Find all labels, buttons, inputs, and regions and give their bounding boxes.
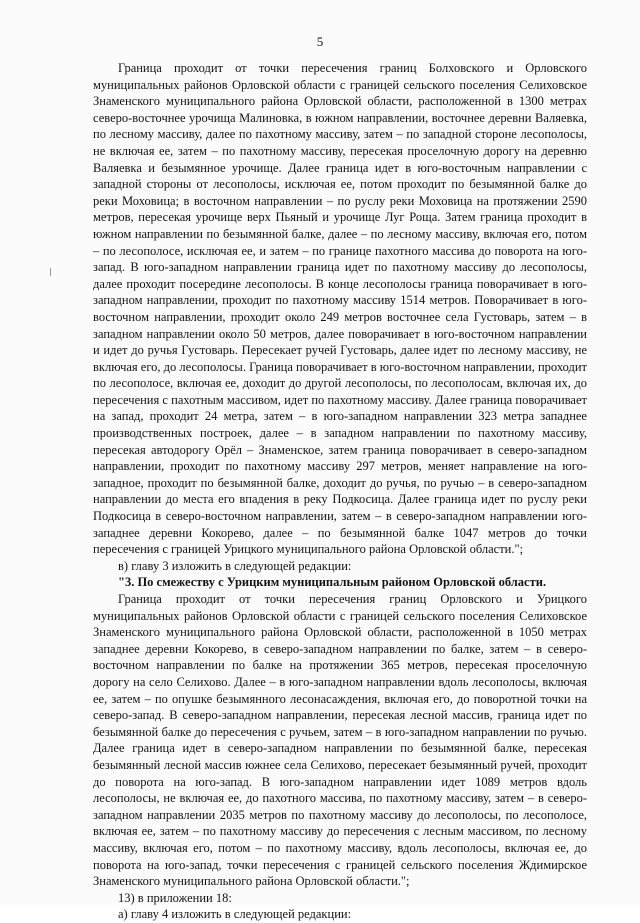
- paragraph-appendix-18: 13) в приложении 18:: [118, 890, 232, 905]
- margin-mark: [50, 268, 51, 276]
- section-heading-uritsky: "3. По смежеству с Урицким муниципальным районом Орловской области.: [118, 575, 547, 590]
- paragraph-boundary-uritsky: Граница проходит от точки пересечения границ Орловского и Урицкого муниципальных районов Орловской области с границей сельского поселения Селиховское Знаменского муниципального района Орловской области, расположенной в 1050 метрах западнее деревни Кокорево, в северо-западном направлении по балке, затем – в северо-восточном направлении по балке на протяжении 365 метров, пересекая проселочную дорогу на село Селихово. Далее – в юго-западном направлении вдоль лесополосы, включая ее, затем – по опушке безымянного лесонасаждения, включая его, до поворотной точки на северо-запад. В северо-западном направлении, пересекая лесной массив, граница идет по безымянной балке до пересечения с ручьем, затем – в юго-западном направлении по ручью. Далее граница идет в северо-западном направлении по безымянной балке, пересекая безымянный лесной массив южнее села Селихово, пересекает безымянный ручей, проходит до поворота на юго-запад. В юго-западном направлении идет 1089 метров вдоль лесополосы, не включая ее, до пахотного массива, по пахотному массиву, затем – в северо-западном направлении 2035 метров по пахотному массиву до лесополосы, по лесополосе, включая ее, затем – по пахотному массиву до пересечения с лесным массивом, по лесному массиву, включая его, потом – по пахотному массиву, вдоль лесополосы, включая ее, до поворота на юго-запад, точки пересечения с границей сельского поселения Ждимирское Знаменского муниципального района Орловской области.";: [93, 592, 587, 889]
- paragraph-boundary-bolkhovsky: Граница проходит от точки пересечения границ Болховского и Орловского муниципальных районов Орловской области с границей сельского поселения Селиховское Знаменского муниципального района Орловской области, расположенной в 1300 метрах северо-восточнее урочища Малиновка, в южном направлении, восточнее деревни Валяевка, по лесному массиву, далее по пахотному массиву, затем – по западной стороне лесополосы, не включая ее, затем – по пахотному массиву, пересекая проселочную дорогу на деревню Валяевка и безымянное урочище. Далее граница идет в юго-восточным направлении с западной стороны от лесополосы, исключая ее, потом проходит по безымянной балке до реки Моховица; в восточном направлении – по руслу реки Моховица на протяжении 2590 метров, пересекая урочище верх Пьяный и урочище Луг Роща. Затем граница проходит в южном направлении по безымянной балке, далее – по лесному массиву, включая его, потом – по лесополосе, исключая ее, и затем – по границе пахотного массива до поворота на юго-запад. В юго-западном направлении граница идет по пахотному массиву до лесополосы, далее проходит посередине лесополосы. В конце лесополосы граница поворачивает в юго-западном направлении, проходит по пахотному массиву 1514 метров. Поворачивает в юго-восточном направлении, проходит около 249 метров восточнее села Густоварь, затем – в западном направлении около 50 метров, далее поворачивает в юго-восточном направлении и идет до ручья Густоварь. Пересекает ручей Густоварь, далее идет по лесному массиву, не включая его, до лесополосы. Граница поворачивает в юго-восточном направлении, проходит по лесополосе, включая ее, доходит до другой лесополосы, по лесополосам, включая их, до пересечения с пахотным массивом, идет по пахотному массиву. Далее граница поворачивает на запад, проходит 24 метра, затем – в юго-западном направлении 323 метра западнее производственных построек, далее – в западном направлении по пахотному массиву, пересекая автодорогу Орёл – Знаменское, затем граница поворачивает в северо-западном направлении, проходит по пахотному массиву 297 метров, меняет направление на юго-западное, проходит по безымянной балке, доходит до ручья, по ручью – в северо-западном направлении до места его впадения в реку Подкосица. Далее граница идет по руслу реки Подкосица в северо-восточном направлении, затем – в северо-западном направлении юго-западнее деревни Кокорево, далее – по безымянной балке 1047 метров до точки пересечения с границей Урицкого муниципального района Орловской области.";: [93, 61, 587, 557]
- document-body: [93, 60, 587, 923]
- paragraph-chapter-4-instruction: а) главу 4 изложить в следующей редакции:: [118, 907, 352, 922]
- page-number: 5: [316, 34, 324, 49]
- paragraph-chapter-3-instruction: в) главу 3 изложить в следующей редакции:: [118, 558, 352, 573]
